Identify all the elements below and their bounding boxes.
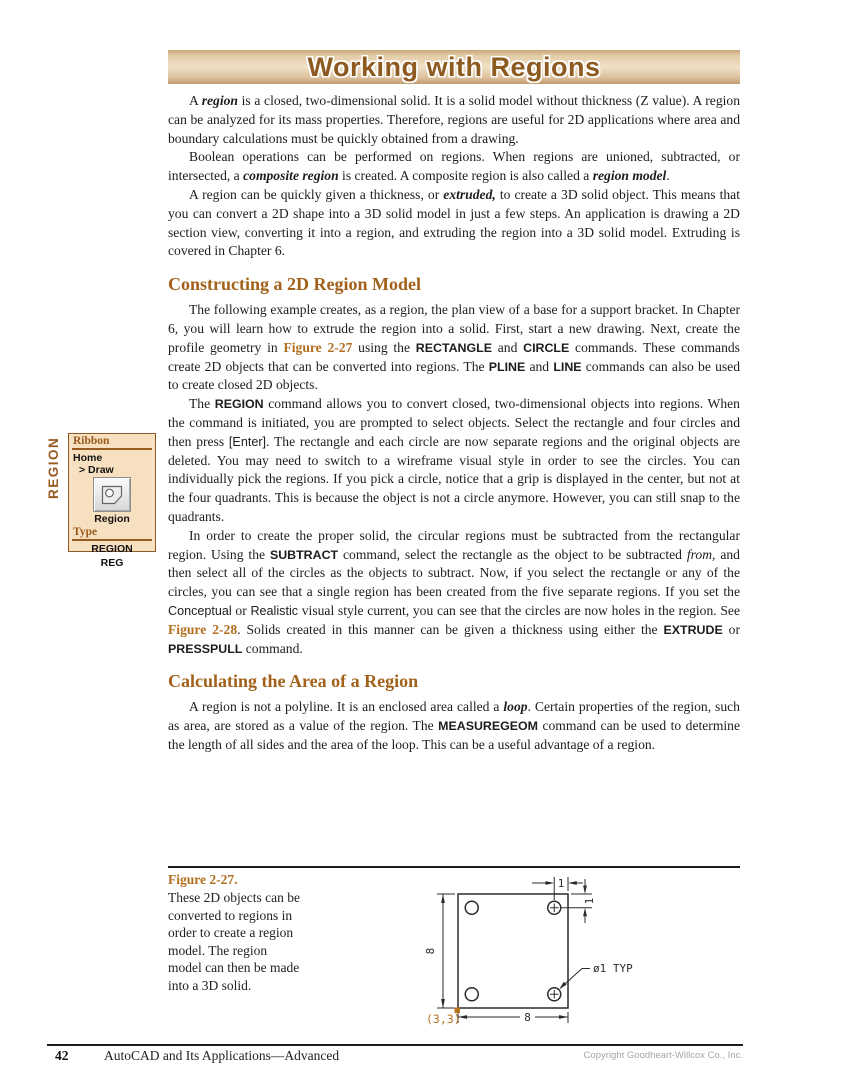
dim-left: 8 xyxy=(424,947,437,955)
paragraph-6: In order to create the proper solid, the circular regions must be subtracted from the rectangular region. Using the SUBTRACT command, select the rectangle as the object to be subtracted from, and then select all of the circles as the objects to subtract. Now, if you select the rectangle or any of the circles, you can see that a single region has been created from the five separate regions. If you set the Conceptual or Realistic visual style current, you can see that the circles are now holes in the region. See Figure 2-28. Solids created in this manner can be given a thickness using either the EXTRUDE or PRESSPULL command. xyxy=(168,527,740,656)
section-heading-constructing: Constructing a 2D Region Model xyxy=(168,274,421,295)
hole-top-left xyxy=(465,901,478,914)
figure-caption xyxy=(168,872,302,995)
figure-2-27-drawing xyxy=(420,871,740,1039)
title-banner xyxy=(168,50,740,84)
section-heading-calculating: Calculating the Area of a Region xyxy=(168,671,419,692)
dimension-arrowheads xyxy=(441,881,587,1019)
figure-divider-rule xyxy=(168,866,740,868)
type-rule xyxy=(72,539,152,541)
margin-command-label: REGION xyxy=(46,436,61,499)
ribbon-heading: Ribbon xyxy=(73,435,110,447)
command-reference-box xyxy=(68,433,156,569)
paragraph-2: Boolean operations can be performed on regions. When regions are unioned, subtracted, or intersected, a composite region is created. A composite region is also called a region model. xyxy=(168,149,740,184)
type-heading: Type xyxy=(73,526,98,538)
leader-text: ø1 TYP xyxy=(593,962,633,975)
ribbon-tab: Home xyxy=(73,452,103,464)
book-title: AutoCAD and Its Applications—Advanced xyxy=(104,1048,340,1063)
region-tool-button xyxy=(93,477,131,512)
paragraph-7: A region is not a polyline. It is an enclosed area called a loop. Certain properties of the region, such as area, are stored as a value of the region. The MEASUREGEOM command can be used to determine the length of all sides and the area of the loop. This can be a useful advantage of a region. xyxy=(168,699,741,752)
ribbon-panel: > Draw xyxy=(79,464,114,476)
dim-right: 1 xyxy=(583,897,596,905)
figure-label: Figure 2-27. xyxy=(168,872,238,887)
plate-outline xyxy=(458,894,568,1008)
paragraph-3: A region can be quickly given a thickness, or extruded, to create a 3D solid object. This means that you can convert a 2D shape into a 3D solid model in just a few steps. An application is drawing a 2D section view, converting it into a region, and extruding the region into a 3D solid model. Extruding is covered in Chapter 6. xyxy=(168,186,740,259)
center-marks xyxy=(550,904,559,999)
origin-label: (3,3) xyxy=(426,1012,461,1026)
footer-rule xyxy=(47,1044,743,1046)
paragraph-1: A region is a closed, two-dimensional solid. It is a solid model without thickness (Z value). A region can be analyzed for its mass properties. Therefore, regions are useful for 2D applications where area and boundary calculations must be quickly obtained from a drawing. xyxy=(168,93,740,146)
region-icon xyxy=(101,485,123,505)
command-alias: REG xyxy=(100,556,124,569)
body-text-column xyxy=(168,92,740,755)
copyright-notice: Copyright Goodheart-Willcox Co., Inc. xyxy=(583,1050,743,1061)
dim-top: 1 xyxy=(557,877,565,890)
command-name: REGION xyxy=(91,543,133,555)
page-number: 42 xyxy=(55,1048,69,1063)
figure-caption-text: These 2D objects can be converted to regions in order to create a region model. The region model can then be made into a 3D solid. xyxy=(168,890,300,993)
dim-bottom: 8 xyxy=(524,1011,531,1024)
hole-bottom-left xyxy=(465,988,478,1001)
ribbon-rule xyxy=(72,448,152,450)
region-tool-label: Region xyxy=(94,513,130,525)
paragraph-5: The REGION command allows you to convert closed, two-dimensional objects into regions. When the command is initiated, you are prompted to select objects. Select the rectangle and four circles and then press [Enter]. The rectangle and each circle are now separate regions and the original objects are deleted. You may need to switch to a wireframe visual style in order to see the circles. You can individually pick the regions. If you pick a circle, notice that a grip is displayed in the center, but not at the four quadrants. This is because the object is not a circle anymore. However, you can still snap to the quadrants. xyxy=(168,396,740,524)
page-title: Working with Regions xyxy=(307,51,601,82)
paragraph-4: The following example creates, as a region, the plan view of a base for a support bracket. In Chapter 6, you will learn how to extrude the region into a solid. First, start a new drawing. Next, create the profile geometry in Figure 2-27 using the RECTANGLE and CIRCLE commands. These commands create 2D objects that can be converted into regions. The PLINE and LINE commands can also be used to create closed 2D objects. xyxy=(168,302,740,393)
